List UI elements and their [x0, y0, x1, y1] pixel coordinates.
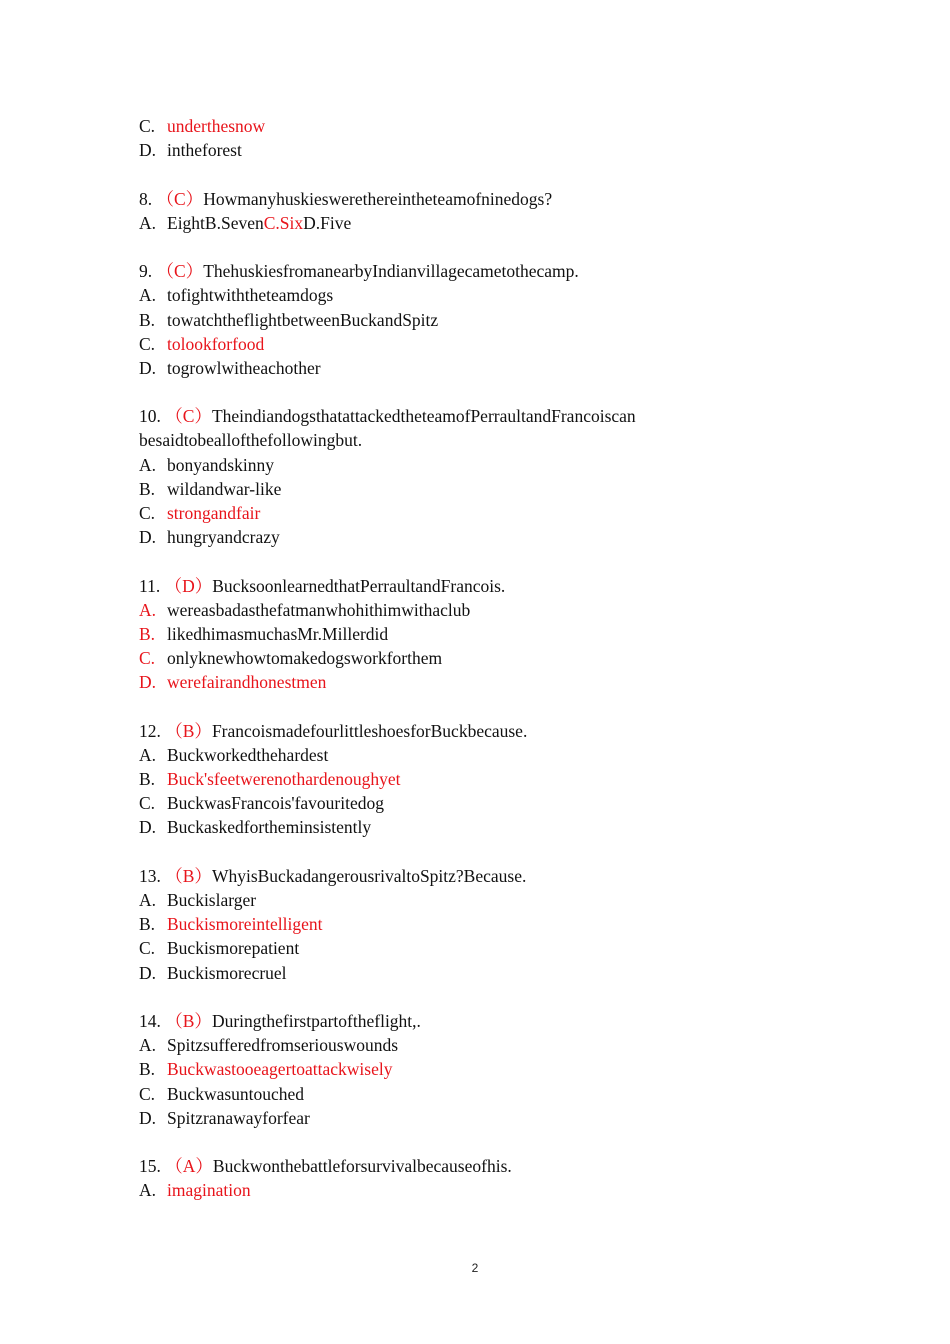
question-text: BucksoonlearnedthatPerraultandFrancois.: [212, 575, 506, 596]
option-line: [139, 1178, 859, 1202]
question-number: 11.: [139, 575, 161, 596]
question-number: 9.: [139, 261, 153, 282]
option-text: Buckaskedfortheminsistently: [167, 817, 372, 838]
option-text: onlyknewhowtomakedogsworkforthem: [167, 648, 443, 669]
correct-option-text: imagination: [167, 1180, 251, 1201]
option-label: C.: [139, 116, 156, 136]
correct-option-text: Buckismoreintelligent: [167, 914, 323, 935]
option-line: [139, 525, 859, 549]
option-label: A.: [139, 454, 157, 475]
option-line: [139, 356, 859, 380]
option-label: A.: [139, 744, 157, 765]
option-label: C.: [139, 503, 156, 523]
option-line: [139, 936, 859, 960]
option-text: Spitzranawayforfear: [167, 1107, 310, 1128]
blank-line: [139, 549, 859, 573]
option-label: C.: [139, 333, 156, 354]
answer-key: （B）: [165, 1010, 212, 1031]
option-label: B.: [139, 914, 156, 935]
option-text: wereasbadasthefatmanwhohithimwithaclub: [167, 599, 471, 620]
answer-key: （A）: [165, 1156, 213, 1177]
correct-option-text: Buckwastooeagertoattackwisely: [167, 1059, 393, 1080]
question-text: Duringthefirstpartoftheflight,.: [211, 1010, 421, 1031]
option-text: bonyandskinny: [167, 454, 274, 475]
answer-key: （C）: [165, 406, 212, 427]
blank-line: [139, 985, 859, 1009]
option-line: [139, 114, 859, 138]
option-text: EightB.Seven: [167, 212, 264, 233]
option-text: Buckworkedthehardest: [167, 744, 329, 765]
correct-option-text: Buck'sfeetwerenothardenoughyet: [167, 769, 401, 790]
question-number: 13.: [139, 865, 161, 886]
document-body: [139, 114, 859, 1202]
question-text: Buckwonthebattleforsurvivalbecauseofhis.: [212, 1156, 512, 1177]
option-line: [139, 1082, 859, 1106]
option-text: Buckismorepatient: [167, 938, 300, 959]
option-line: [139, 791, 859, 815]
option-text: Buckismorecruel: [167, 962, 287, 983]
blank-line: [139, 235, 859, 259]
option-line: [139, 477, 859, 501]
option-line: [139, 1057, 859, 1081]
option-line: [139, 1106, 859, 1130]
blank-line: [139, 380, 859, 404]
question-line: [139, 187, 859, 211]
question-continuation: [139, 428, 859, 452]
inline-options-line: [139, 211, 859, 235]
question-number: 10.: [139, 406, 161, 427]
option-line: [139, 888, 859, 912]
question-text: WhyisBuckadangerousrivaltoSpitz?Because.: [211, 865, 527, 886]
option-line: [139, 598, 859, 622]
answer-key: （B）: [165, 865, 212, 886]
option-text: hungryandcrazy: [167, 527, 280, 548]
option-line: [139, 308, 859, 332]
answer-key: （B）: [165, 720, 212, 741]
option-label: D.: [139, 1107, 157, 1128]
question-text: Howmanyhuskieswerethereintheteamofninedogs?: [203, 188, 553, 209]
question-line: [139, 1009, 859, 1033]
option-line: [139, 622, 859, 646]
option-label: C.: [139, 1083, 156, 1104]
option-text: BuckwasFrancois'favouritedog: [167, 793, 384, 814]
option-line: [139, 646, 859, 670]
option-label: A.: [139, 890, 157, 910]
blank-line: [139, 1130, 859, 1154]
question-number: 8.: [139, 188, 153, 209]
option-line: [139, 912, 859, 936]
blank-line: [139, 695, 859, 719]
option-label: C.: [139, 793, 156, 814]
question-line: [139, 574, 859, 598]
option-label: A.: [139, 1180, 157, 1201]
question-text: TheindiandogsthatattackedtheteamofPerraultandFrancoiscan: [211, 406, 636, 427]
question-number: 14.: [139, 1010, 161, 1031]
question-text: ThehuskiesfromanearbyIndianvillagecametothecamp.: [203, 261, 579, 282]
question-text: besaidtobeallofthefollowingbut.: [139, 430, 363, 451]
question-line: [139, 864, 859, 888]
option-label: A.: [139, 1035, 157, 1056]
option-line: [139, 767, 859, 791]
option-text: D.Five: [303, 212, 352, 233]
question-line: [139, 259, 859, 283]
option-label: A.: [139, 285, 157, 306]
option-label: A.: [139, 599, 157, 620]
option-label: B.: [139, 1059, 156, 1080]
page-number: 2: [471, 1261, 479, 1275]
option-label: A.: [139, 212, 157, 233]
option-label: B.: [139, 769, 156, 790]
option-label: D.: [139, 817, 157, 838]
answer-key: （D）: [164, 575, 213, 596]
option-text: intheforest: [167, 140, 242, 161]
option-text: Buckislarger: [167, 890, 257, 910]
correct-option-text: strongandfair: [167, 503, 261, 523]
option-label: D.: [139, 672, 157, 693]
answer-key: （C）: [156, 188, 204, 209]
question-number: 15.: [139, 1156, 161, 1177]
option-label: C.: [139, 938, 156, 959]
correct-option-text: tolookforfood: [167, 333, 265, 354]
option-line: [139, 283, 859, 307]
correct-option-text: C.Six: [263, 212, 304, 233]
option-label: D.: [139, 962, 157, 983]
blank-line: [139, 162, 859, 186]
blank-line: [139, 840, 859, 864]
option-line: [139, 501, 859, 525]
option-line: [139, 453, 859, 477]
option-line: [139, 815, 859, 839]
correct-option-text: werefairandhonestmen: [167, 672, 327, 693]
option-text: Spitzsufferedfromseriouswounds: [167, 1035, 399, 1056]
option-label: C.: [139, 648, 156, 669]
question-text: FrancoismadefourlittleshoesforBuckbecause.: [211, 720, 528, 741]
option-line: [139, 1033, 859, 1057]
option-text: likedhimasmuchasMr.Millerdid: [167, 623, 389, 644]
option-text: togrowlwitheachother: [167, 357, 321, 378]
option-text: tofightwiththeteamdogs: [167, 285, 334, 306]
correct-option-text: underthesnow: [167, 116, 266, 136]
option-line: [139, 670, 859, 694]
question-line: [139, 404, 859, 428]
option-label: B.: [139, 309, 156, 330]
option-label: D.: [139, 357, 157, 378]
option-line: [139, 332, 859, 356]
option-label: B.: [139, 478, 156, 499]
question-number: 12.: [139, 720, 161, 741]
option-text: Buckwasuntouched: [167, 1083, 305, 1104]
option-text: wildandwar-like: [167, 478, 282, 499]
option-label: D.: [139, 527, 157, 548]
option-label: D.: [139, 140, 157, 161]
option-line: [139, 961, 859, 985]
option-line: [139, 743, 859, 767]
option-line: [139, 138, 859, 162]
answer-key: （C）: [156, 261, 204, 282]
option-text: towatchtheflightbetweenBuckandSpitz: [167, 309, 439, 330]
question-line: [139, 719, 859, 743]
question-line: [139, 1154, 859, 1178]
option-label: B.: [139, 623, 156, 644]
